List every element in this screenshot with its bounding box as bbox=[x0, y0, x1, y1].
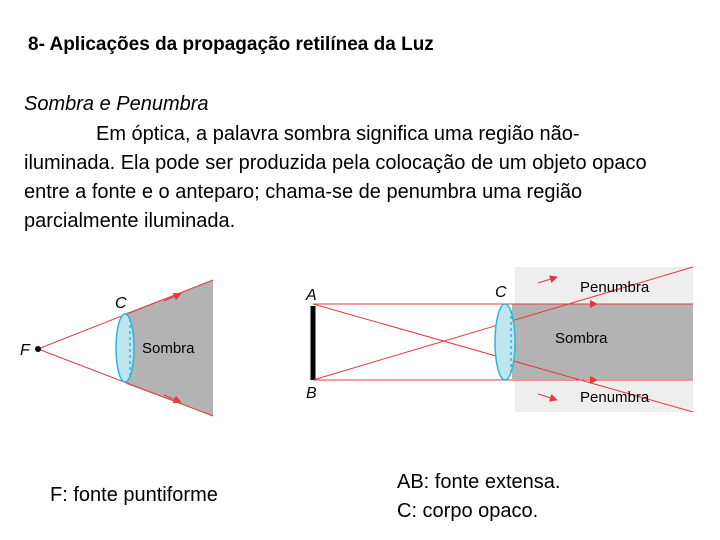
caption-point-source: F: fonte puntiforme bbox=[50, 484, 218, 506]
slide-title: 8- Aplicações da propagação retilínea da Luz bbox=[28, 34, 434, 55]
caption-extended-source bbox=[397, 468, 560, 526]
point-source-dot bbox=[35, 346, 41, 352]
opaque-body-lens-right bbox=[495, 304, 515, 380]
caption-c: C: corpo opaco. bbox=[397, 500, 539, 522]
label-f: F bbox=[20, 342, 30, 359]
shadow-label-left: Sombra bbox=[142, 340, 195, 357]
caption-ab: AB: fonte extensa. bbox=[397, 471, 561, 493]
point-source-diagram bbox=[14, 275, 219, 425]
shadow-label-right: Sombra bbox=[555, 330, 608, 347]
extended-source-diagram bbox=[300, 262, 695, 412]
label-c-left: C bbox=[115, 295, 127, 312]
penumbra-top-label: Penumbra bbox=[580, 279, 650, 296]
paragraph-first-line: Em óptica, a palavra sombra significa uma região não- bbox=[96, 123, 580, 145]
penumbra-bottom-label: Penumbra bbox=[580, 389, 650, 406]
section-heading: Sombra e Penumbra bbox=[24, 93, 209, 115]
opaque-body-lens bbox=[116, 314, 134, 382]
description-paragraph bbox=[24, 120, 684, 236]
paragraph-rest: iluminada. Ela pode ser produzida pela colocação de um objeto opaco entre a fonte e o anteparo; chama-se de penumbra uma região parcialmente iluminada. bbox=[24, 152, 647, 232]
label-b: B bbox=[306, 385, 317, 402]
label-a: A bbox=[306, 287, 317, 304]
label-c-right: C bbox=[495, 284, 507, 301]
